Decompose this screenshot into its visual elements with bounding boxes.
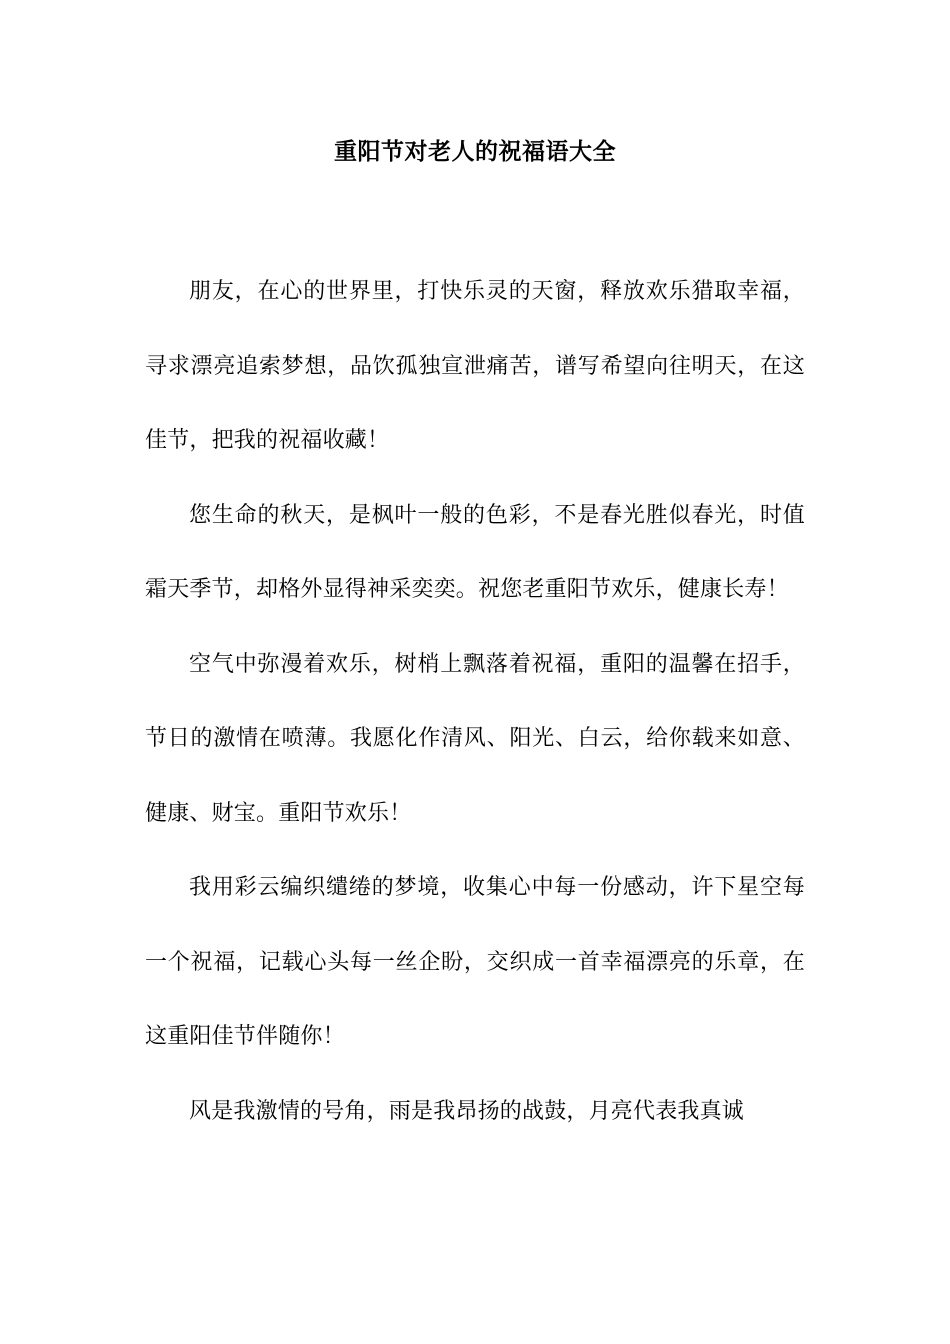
paragraph: 风是我激情的号角，雨是我昂扬的战鼓，月亮代表我真诚 [189, 1098, 745, 1124]
paragraph: 空气中弥漫着欢乐，树梢上飘落着祝福，重阳的温馨在招手，节日的激情在喷薄。我愿化作清风、阳光、白云，给你载来如意、健康、财宝。重阳节欢乐！ [145, 651, 805, 826]
paragraph: 您生命的秋天，是枫叶一般的色彩，不是春光胜似春光，时值霜天季节，却格外显得神采奕奕。祝您老重阳节欢乐，健康长寿！ [145, 502, 805, 602]
paragraph: 我用彩云编织缱绻的梦境，收集心中每一份感动，许下星空每一个祝福，记载心头每一丝企盼，交织成一首幸福漂亮的乐章，在这重阳佳节伴随你！ [145, 875, 805, 1049]
document-body [145, 255, 805, 1149]
paragraph: 朋友，在心的世界里，打快乐灵的天窗，释放欢乐猎取幸福，寻求漂亮追索梦想，品饮孤独宣泄痛苦，谱写希望向往明天，在这佳节，把我的祝福收藏！ [145, 279, 805, 453]
document-title: 重阳节对老人的祝福语大全 [334, 138, 616, 165]
